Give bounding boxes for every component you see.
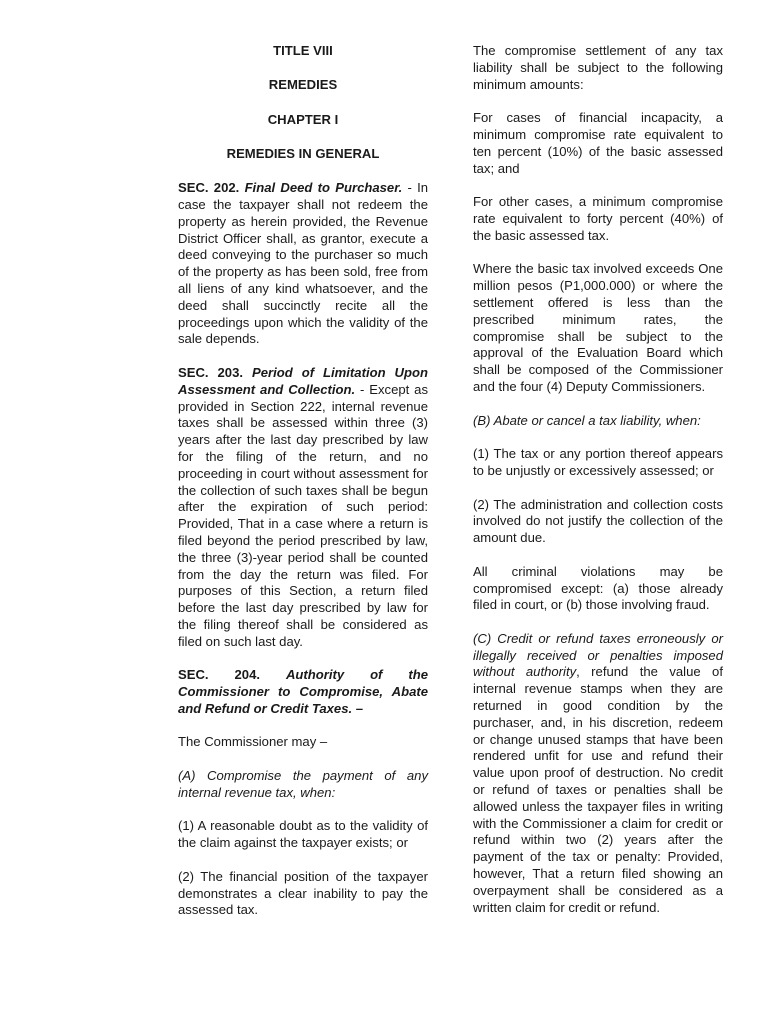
financial-incapacity-rate: For cases of financial incapacity, a minimum compromise rate equivalent to ten percent (10%) of the basic assessed tax; and xyxy=(473,110,723,176)
compromise-minimum-amounts: The compromise settlement of any tax liability shall be subject to the following minimum amounts: xyxy=(473,43,723,92)
title-heading: TITLE VIII xyxy=(273,43,333,58)
section-204-heading: Authority of the Commissioner to Compromise, Abate and Refund or Credit Taxes. xyxy=(178,667,429,716)
section-202-heading: Final Deed to Purchaser. xyxy=(244,180,403,196)
section-202 xyxy=(178,180,428,348)
item-a-compromise: (A) Compromise the payment of any internal revenue tax, when: xyxy=(178,768,428,800)
item-c-credit-refund xyxy=(473,631,723,917)
item-b-abate: (B) Abate or cancel a tax liability, when: xyxy=(473,412,701,428)
section-202-number: SEC. 202. xyxy=(178,180,240,196)
item-c-heading: (C) Credit or refund taxes erroneously or illegally received or penalties imposed without authority xyxy=(473,630,723,680)
right-column xyxy=(473,43,723,933)
commissioner-may-text: The Commissioner may – xyxy=(178,734,328,750)
section-203-number: SEC. 203. xyxy=(178,364,244,380)
left-column xyxy=(178,43,428,936)
section-202-body: - In case the taxpayer shall not redeem the property as herein provided, the Revenue District Officer shall, as grantor, execute a deed conveying to the purchaser so much of the property as has been sold, free from all liens of any kind whatsoever, and the deed shall succinctly recite all the proceedings upon which the validity of the sale depends. xyxy=(178,180,429,347)
section-203-body: - Except as provided in Section 222, internal revenue taxes shall be assessed within three (3) years after the last day prescribed by law for the filing of the return, and no proceeding in court without assessment for the collection of such taxes shall be begun after the expiration of such period: Provided, That in a case where a return is filed beyond the period prescribed by law, the three (3)-year period shall be counted from the day the return was filed. For purposes of this Section, a return filed before the last day prescribed by law for the filing thereof shall be considered as filed on such last day. xyxy=(178,381,428,649)
section-204 xyxy=(178,667,428,717)
section-204-number: SEC. 204. xyxy=(178,667,260,683)
section-203 xyxy=(178,365,428,651)
chapter-heading: CHAPTER I xyxy=(267,111,339,127)
remedies-heading: REMEDIES xyxy=(268,77,338,93)
section-203-heading: Period of Limitation Upon Assessment and Collection. xyxy=(178,364,428,397)
item-a2-financial-position: (2) The financial position of the taxpayer demonstrates a clear inability to pay the assessed tax. xyxy=(178,868,428,918)
other-cases-rate: For other cases, a minimum compromise rate equivalent to forty percent (40%) of the basic assessed tax. xyxy=(473,194,723,243)
item-c-body: , refund the value of internal revenue stamps when they are returned in good condition by the purchaser, and, in his discretion, redeem or change unused stamps that have been rendered unfit for use and refund their value upon proof of destruction. No credit or refund of taxes or penalties shall be allowed unless the taxpayer files in writing with the Commissioner a claim for credit or refund within two (2) years after the payment of the tax or penalty: Provided, however, That a return filed showing an overpayment shall be considered as a written claim for credit or refund. xyxy=(473,664,723,915)
criminal-violations-text: All criminal violations may be compromised except: (a) those already filed in court, or (b) those involving fraud. xyxy=(473,563,723,613)
chapter-title-heading: REMEDIES IN GENERAL xyxy=(226,145,380,161)
item-b1-unjust-assessment: (1) The tax or any portion thereof appears to be unjustly or excessively assessed; or xyxy=(473,446,723,478)
evaluation-board-approval: Where the basic tax involved exceeds One million pesos (P1,000.000) or where the settlement offered is less than the prescribed minimum rates, the compromise shall be subject to the approval of the Evaluation Board which shall be composed of the Commissioner and the four (4) Deputy Commissioners. xyxy=(473,261,723,394)
item-b2-collection-costs: (2) The administration and collection costs involved do not justify the collection of the amount due. xyxy=(473,496,723,546)
section-204-dash: – xyxy=(352,700,364,716)
item-a1-reasonable-doubt: (1) A reasonable doubt as to the validity of the claim against the taxpayer exists; or xyxy=(178,818,428,851)
